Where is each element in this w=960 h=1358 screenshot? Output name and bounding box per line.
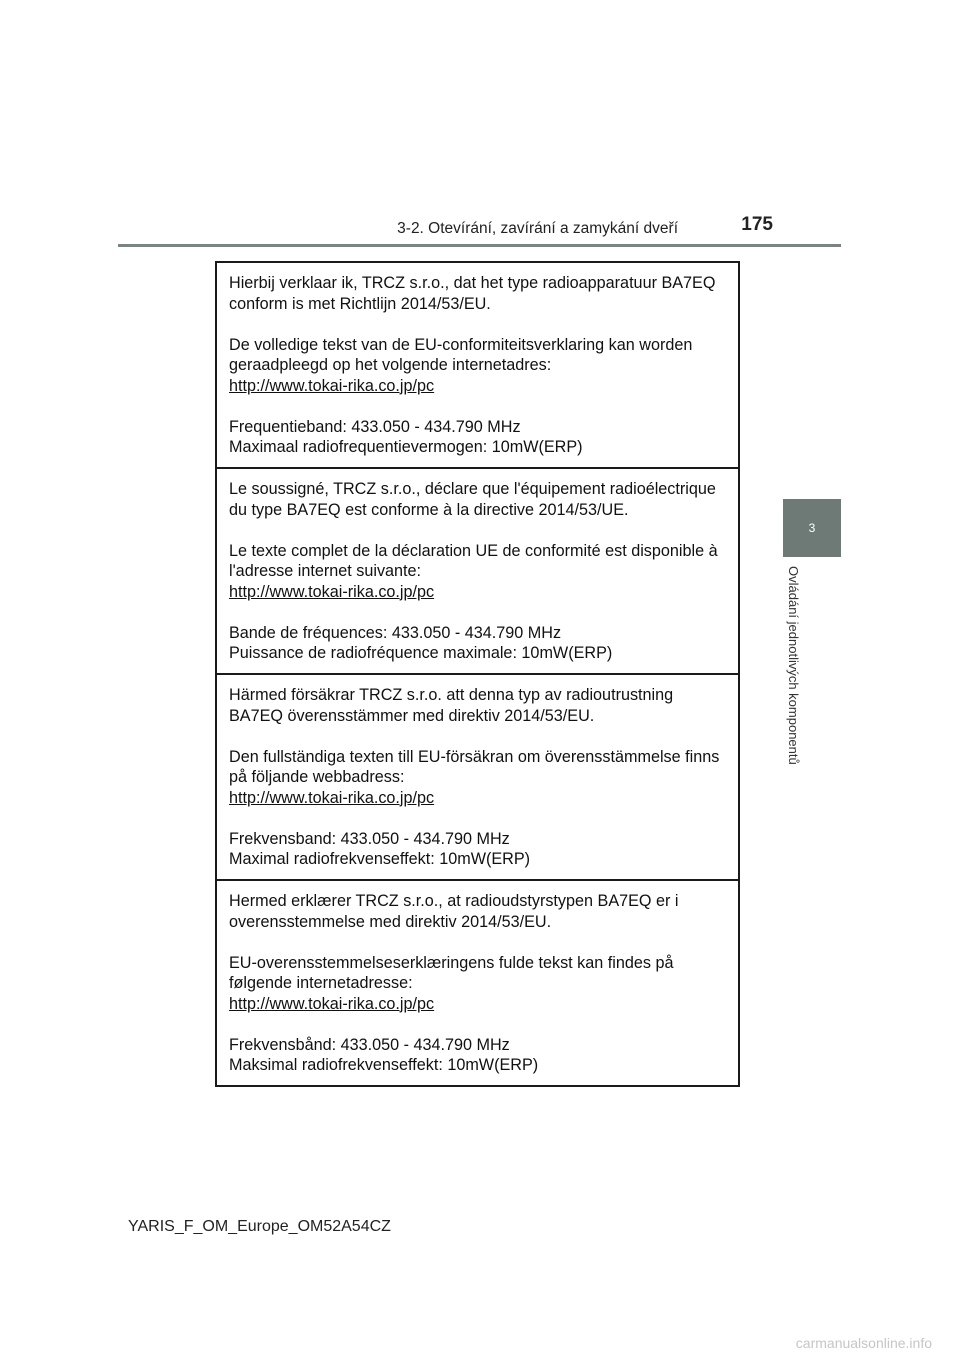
power-text: Maximaal radiofrequentievermogen: 10mW(ERP) — [229, 438, 583, 456]
page-header — [118, 214, 841, 246]
availability-text — [229, 953, 726, 1015]
chapter-label: Ovládání jednotlivých komponentů — [786, 566, 801, 765]
spec-text — [229, 1035, 726, 1076]
frequency-text: Frekvensband: 433.050 - 434.790 MHz — [229, 829, 510, 848]
frequency-text: Frekvensbånd: 433.050 - 434.790 MHz — [229, 1035, 510, 1054]
declarations-box — [215, 261, 740, 1087]
declaration-text: Härmed försäkrar TRCZ s.r.o. att denna typ av radioutrustning BA7EQ överensstämmer med direktiv 2014/53/EU. — [229, 686, 674, 725]
availability-sentence: De volledige tekst van de EU-conformiteitsverklaring kan worden geraadpleegd op het volgende internetadres: — [229, 335, 693, 374]
chapter-number: 3 — [808, 521, 816, 535]
declaration-block-dutch — [217, 263, 738, 467]
frequency-text: Bande de fréquences: 433.050 - 434.790 MHz — [229, 623, 562, 642]
declaration-block-danish — [217, 879, 738, 1085]
declaration-url-link[interactable]: http://www.tokai-rika.co.jp/pc — [229, 376, 435, 395]
chapter-tab — [783, 499, 841, 557]
power-text: Maximal radiofrekvenseffekt: 10mW(ERP) — [229, 850, 531, 868]
declaration-text: Hermed erklærer TRCZ s.r.o., at radioudstyrstypen BA7EQ er i overensstemmelse med direktiv 2014/53/EU. — [229, 892, 679, 931]
declaration-block-french — [217, 467, 738, 673]
availability-text — [229, 335, 726, 397]
declaration-text: Hierbij verklaar ik, TRCZ s.r.o., dat het type radioapparatuur BA7EQ conform is met Richtlijn 2014/53/EU. — [229, 274, 716, 313]
spec-text — [229, 829, 726, 870]
availability-text — [229, 541, 726, 603]
watermark: carmanualsonline.info — [795, 1335, 932, 1351]
declaration-block-swedish — [217, 673, 738, 879]
declaration-url-link[interactable]: http://www.tokai-rika.co.jp/pc — [229, 788, 435, 807]
declaration-url-link[interactable]: http://www.tokai-rika.co.jp/pc — [229, 582, 435, 601]
spec-text — [229, 623, 726, 664]
availability-sentence: Le texte complet de la déclaration UE de conformité est disponible à l'adresse internet suivante: — [229, 541, 718, 580]
page-number: 175 — [741, 214, 773, 235]
header-divider — [118, 244, 841, 247]
section-title: 3-2. Otevírání, zavírání a zamykání dveří — [397, 220, 678, 237]
spec-text — [229, 417, 726, 458]
power-text: Maksimal radiofrekvenseffekt: 10mW(ERP) — [229, 1056, 539, 1074]
declaration-text: Le soussigné, TRCZ s.r.o., déclare que l'équipement radioélectrique du type BA7EQ est conforme à la directive 2014/53/UE. — [229, 480, 716, 519]
power-text: Puissance de radiofréquence maximale: 10mW(ERP) — [229, 644, 613, 662]
document-footer-code: YARIS_F_OM_Europe_OM52A54CZ — [128, 1218, 391, 1235]
frequency-text: Frequentieband: 433.050 - 434.790 MHz — [229, 417, 521, 436]
availability-sentence: Den fullständiga texten till EU-försäkran om överensstämmelse finns på följande webbadress: — [229, 747, 720, 786]
declaration-url-link[interactable]: http://www.tokai-rika.co.jp/pc — [229, 994, 435, 1013]
availability-sentence: EU-overensstemmelseserklæringens fulde tekst kan findes på følgende internetadresse: — [229, 953, 674, 992]
availability-text — [229, 747, 726, 809]
